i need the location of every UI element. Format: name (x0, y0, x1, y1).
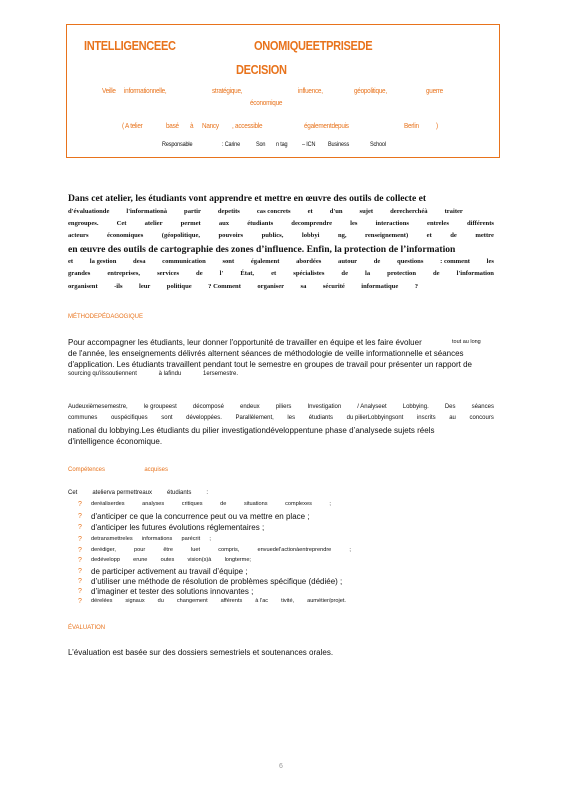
word: Des (444, 404, 456, 410)
word: : (206, 490, 208, 496)
word: sont (222, 258, 235, 265)
competence-item (91, 598, 346, 604)
word: ? Comment (208, 283, 241, 290)
word: pouvoirs (218, 232, 244, 239)
word: de (341, 270, 348, 277)
word: du (157, 598, 164, 604)
word: décomposé (192, 404, 224, 410)
competence-item: d’imaginer et tester des solutions innovantes ; (91, 587, 254, 596)
section-heading-methode: MÉTHODEPÉDAGOGIQUE (68, 314, 144, 320)
word: informations (141, 536, 173, 542)
word: deréaliserdes (91, 501, 125, 507)
keyword: informationnelle, (124, 86, 167, 95)
justified-row (68, 283, 418, 290)
word: de (196, 270, 203, 277)
bullet-icon: ? (78, 588, 82, 595)
keyword: guerre (426, 86, 443, 95)
word: leur (138, 283, 151, 290)
word: outes (160, 557, 175, 563)
bullet-icon: ? (78, 578, 82, 585)
word: autour (338, 258, 358, 265)
word: engroupes. (68, 220, 99, 227)
word: d'évaluationde (68, 208, 110, 215)
word: publics, (261, 232, 284, 239)
keyword: géopolitique, (354, 86, 387, 95)
word: endeux (240, 404, 260, 410)
word: du pilierLobbyingsont (346, 415, 404, 421)
word: l'information (456, 270, 494, 277)
word: piliers (275, 404, 292, 410)
competence-item (91, 501, 331, 507)
word: étudiants (166, 490, 192, 496)
word: envuedel'actionàentreprendre (257, 547, 332, 553)
word: aumétier/projet. (307, 598, 346, 604)
competence-item (91, 536, 211, 542)
word: (géopolitique, (161, 232, 201, 239)
word: informatique (361, 283, 399, 290)
word: mettre (475, 232, 494, 239)
justified-row (68, 220, 494, 227)
justified-row (68, 404, 494, 410)
word: et (307, 208, 313, 215)
word: différents (466, 220, 494, 227)
word: changement (176, 598, 208, 604)
word: et (271, 270, 277, 277)
text-line: d'intelligence économique. (68, 437, 163, 446)
word: communication (162, 258, 206, 265)
word: 1ersemestre. (202, 371, 238, 377)
word: -ils (114, 283, 123, 290)
header-title-line2: DECISION (236, 62, 287, 77)
bullet-icon: ? (78, 547, 82, 554)
header-title-right: ONOMIQUEETPRISEDE (254, 38, 373, 53)
word: : comment (440, 258, 470, 265)
justified-row (68, 258, 494, 265)
competence-item: d'anticiper ce que la concurrence peut ou va mettre en place ; (91, 512, 310, 521)
word: luet (191, 547, 201, 553)
word: permet (180, 220, 201, 227)
bullet-icon: ? (78, 557, 82, 564)
word: sécurité (322, 283, 345, 290)
word: les (486, 258, 494, 265)
bullet-icon: ? (78, 536, 82, 543)
text-overlap: tout au long (452, 339, 481, 345)
justified-row (68, 415, 494, 421)
competence-item: de participer activement au travail d’équipe ; (91, 567, 248, 576)
word: aux (218, 220, 230, 227)
keyword: stratégique, (212, 86, 243, 95)
word: d'un (329, 208, 343, 215)
word: lobbyi (301, 232, 320, 239)
word: detransmettreles (91, 536, 133, 542)
word: concours (469, 415, 494, 421)
word: séances (471, 404, 494, 410)
word: inscrits (416, 415, 436, 421)
competence-item: d'anticiper les futures évolutions réglementaires ; (91, 523, 265, 532)
competence-item (91, 547, 351, 553)
justified-row (68, 490, 208, 496)
word: la (365, 270, 371, 277)
word: communes (68, 415, 98, 421)
word: tivité, (281, 598, 295, 604)
evaluation-text: L’évaluation est basée sur des dossiers semestriels et soutenances orales. (68, 648, 334, 657)
bullet-icon: ? (78, 513, 82, 520)
word: étudiants (247, 220, 274, 227)
word: de (220, 501, 227, 507)
word: Investigation (307, 404, 342, 410)
word: le groupeest (143, 404, 177, 410)
word: longterme; (224, 557, 251, 563)
text-line: national du lobbying.Les étudiants du pilier investigationdéveloppentune phase d’analysede sujets réels (68, 426, 435, 435)
keyword: Veille (102, 86, 116, 95)
word: également (250, 258, 280, 265)
word: cas concrets (256, 208, 291, 215)
word: et (426, 232, 432, 239)
word: partir (184, 208, 201, 215)
intro-line: en œuvre des outils de cartographie des zones d’influence. Enfin, la protection de l’information (68, 244, 456, 255)
word: grandes (68, 270, 91, 277)
word: ; (349, 547, 351, 553)
justified-row (68, 232, 494, 239)
word: depetits (217, 208, 240, 215)
word: traiter (444, 208, 463, 215)
word: atelierva permettreaux (92, 490, 153, 496)
word: Compétences (68, 467, 106, 473)
word: questions (397, 258, 424, 265)
word: la gestion (89, 258, 117, 265)
word: de (450, 232, 457, 239)
word: au (449, 415, 456, 421)
word: renseignement) (365, 232, 409, 239)
text-line: Pour accompagner les étudiants, leur donner l'opportunité de travailler en équipe et les faire évoluer (68, 338, 422, 347)
word: organisent (68, 283, 98, 290)
word: afférents (220, 598, 243, 604)
word: decomprendre (291, 220, 333, 227)
word: acquises (144, 467, 168, 473)
word: politique (166, 283, 192, 290)
word: Cet (116, 220, 127, 227)
word: ouspécifiques (110, 415, 148, 421)
word: complexes (285, 501, 312, 507)
word: derédiger, (91, 547, 116, 553)
word: l' (219, 270, 224, 277)
word: de (373, 258, 381, 265)
word: développées. (186, 415, 222, 421)
word: interactions (375, 220, 409, 227)
word: analyses (142, 501, 165, 507)
word: sourcing qu'ilssoutiennent (68, 371, 137, 377)
text-line: d'application. Les étudiants travaillent pendant tout le semestre en groupes de travail pour présenter un rapport de (68, 360, 473, 369)
word: dedévelopp (91, 557, 120, 563)
competence-item (91, 557, 251, 563)
word: État, (240, 270, 255, 277)
word: à l'ac (255, 598, 269, 604)
word: entreles (427, 220, 449, 227)
word: signaux (125, 598, 145, 604)
word: services (157, 270, 180, 277)
word: desa (133, 258, 146, 265)
word: Lobbying. (402, 404, 429, 410)
word: vision(s)à (187, 557, 212, 563)
word: sa (300, 283, 307, 290)
word: économiques (107, 232, 144, 239)
word: ? (414, 283, 418, 290)
word: compris, (218, 547, 240, 553)
word: spécialistes (293, 270, 325, 277)
word: les (350, 220, 358, 227)
word: situations (243, 501, 268, 507)
header-title-left: INTELLIGENCEEC (84, 38, 176, 53)
justified-row (68, 208, 463, 215)
justified-row (68, 270, 494, 277)
word: protection (387, 270, 416, 277)
text-line: de l'année, les enseignements délivrés alternent séances de méthodologie de veille informationnelle et séances (68, 349, 464, 358)
word: Audeuxièmesemestre, (68, 404, 128, 410)
word: critiques (181, 501, 203, 507)
word: ; (209, 536, 211, 542)
word: l'informationà (126, 208, 168, 215)
word: entreprises, (107, 270, 141, 277)
word: / Analyseet (357, 404, 387, 410)
bullet-icon: ? (78, 524, 82, 531)
competence-item: d’utiliser une méthode de résolution de problèmes spécifique (dédiée) ; (91, 577, 343, 586)
bullet-icon: ? (78, 501, 82, 508)
word: être (163, 547, 173, 553)
word: organiser (257, 283, 285, 290)
word: pour (134, 547, 146, 553)
word: ; (329, 501, 331, 507)
keyword: économique (250, 98, 283, 107)
word: étudiants (308, 415, 334, 421)
word: et (68, 258, 74, 265)
word: abordées (296, 258, 322, 265)
word: à lafindu (158, 371, 182, 377)
word: les (287, 415, 296, 421)
word: sont (161, 415, 173, 421)
word: ng, (337, 232, 347, 239)
word: dérelées (91, 598, 113, 604)
bullet-icon: ? (78, 598, 82, 605)
justified-row (68, 371, 238, 377)
word: sujet (359, 208, 374, 215)
word: acteurs (68, 232, 89, 239)
word: atelier (144, 220, 163, 227)
intro-line: Dans cet atelier, les étudiants vont apprendre et mettre en œuvre des outils de collecte et (68, 193, 427, 204)
bullet-icon: ? (78, 568, 82, 575)
word: erune (133, 557, 148, 563)
word: parécrit (181, 536, 201, 542)
page-number: 6 (279, 763, 283, 770)
word: Parallèlement, (235, 415, 274, 421)
word: Cet (68, 490, 78, 496)
section-heading-evaluation: ÉVALUATION (68, 625, 106, 631)
justified-row (68, 467, 168, 473)
word: de (433, 270, 440, 277)
word: derecherchéà (390, 208, 428, 215)
keyword: influence, (298, 86, 323, 95)
